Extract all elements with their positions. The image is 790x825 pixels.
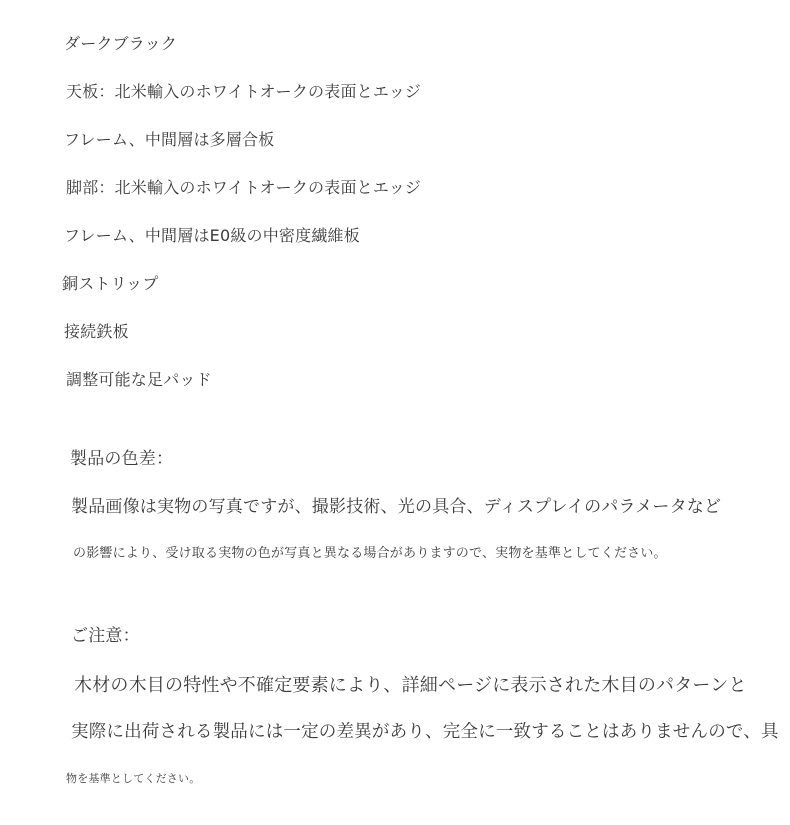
spec-legs: 脚部：北米輸入のホワイトオークの表面とエッジ (66, 178, 422, 197)
color-notice-line2: の影響により、受け取る実物の色が写真と異なる場合がありますので、実物を基準としてください。 (73, 546, 667, 561)
caution-line3: 物を基準としてください。 (66, 772, 201, 785)
caution-heading: ご注意： (71, 626, 140, 646)
spec-leg-frame: フレーム、中間層はE0級の中密度繊維板 (64, 226, 360, 245)
color-notice-heading: 製品の色差： (70, 449, 174, 469)
color-notice-line1: 製品画像は実物の写真ですが、撮影技術、光の具合、ディスプレイのパラメータなど (71, 497, 722, 517)
caution-line2: 実際に出荷される製品には一定の差異があり、完全に一致することはありませんので、具 (71, 722, 779, 742)
spec-pad: 調整可能な足パッド (66, 370, 212, 389)
spec-copper: 銅ストリップ (62, 274, 159, 293)
caution-line1: 木材の木目の特性や不確定要素により、詳細ページに表示された木目のパターンと (74, 675, 747, 696)
spec-iron: 接続鉄板 (64, 322, 129, 341)
spec-top-board: 天板：北米輸入のホワイトオークの表面とエッジ (66, 82, 422, 101)
spec-top-frame: フレーム、中間層は多層合板 (64, 130, 275, 149)
spec-color: ダークブラック (64, 34, 178, 53)
